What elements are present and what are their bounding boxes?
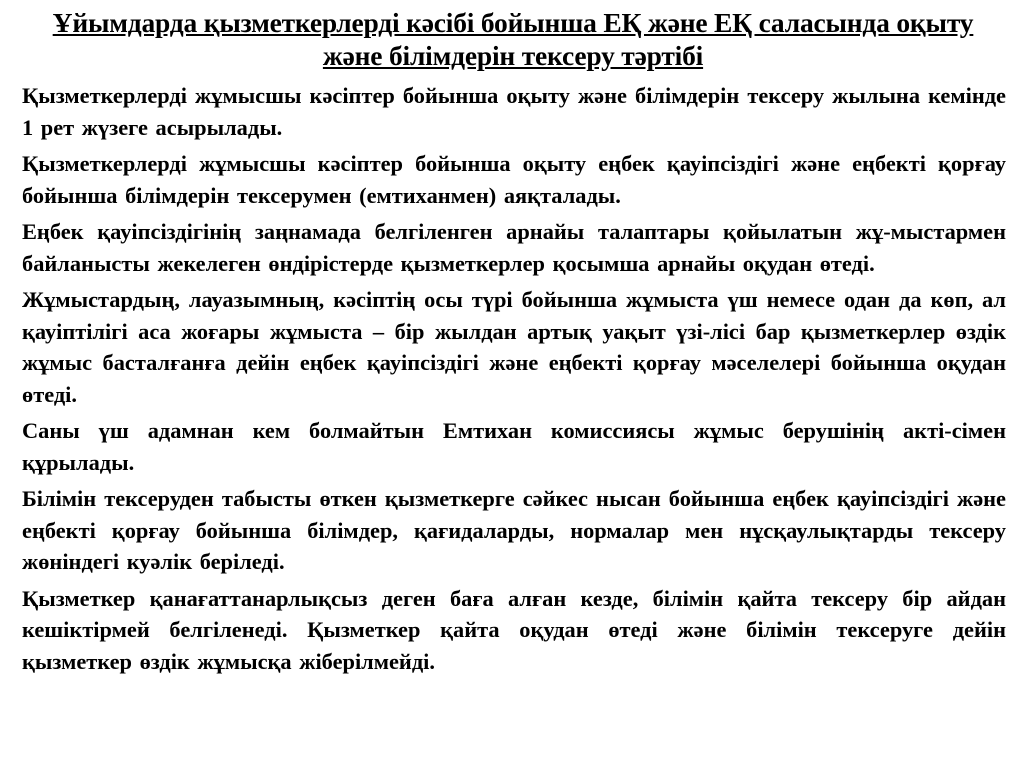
paragraph-special-training: Еңбек қауіпсіздігінің заңнамада белгіленген арнайы талаптары қойылатын жұ-мыстармен байланысты жекелеген өндірістерде қызметкерлер қосымша арнайы оқудан өтеді. xyxy=(22,219,1006,276)
paragraph-break-retraining: Жұмыстардың, лауазымның, кәсіптің осы түрі бойынша жұмыста үш немесе одан да көп, ал қауіптілігі аса жоғары жұмыста – бір жылдан артық уақыт үзі-лісі бар қызметкерлер өздік жұмыс басталғанға дейін еңбек қауіпсіздігі және еңбекті қорғау мәселелері бойынша оқудан өтеді. xyxy=(22,287,1006,407)
paragraph-retest: Қызметкер қанағаттанарлықсыз деген баға алған кезде, білімін қайта тексеру бір айдан кешіктірмей белгіленеді. Қызметкер қайта оқудан өтеді және білімін тексеруге дейін қызметкер өздік жұмысқа жіберілмейді. xyxy=(22,585,1006,674)
slide-title-line-1: Ұйымдарда қызметкерлерді кәсібі бойынша ЕҚ және ЕҚ саласында оқыту xyxy=(52,7,974,38)
paragraph-annual-training: Қызметкерлерді жұмысшы кәсіптер бойынша оқыту және білімдерін тексеру жылына кемінде 1 рет жүзеге асырылады. xyxy=(22,83,1006,140)
paragraph-exam-completion: Қызметкерлерді жұмысшы кәсіптер бойынша оқыту еңбек қауіпсіздігі және еңбекті қорғау бойынша білімдерін тексерумен (емтиханмен) аяқталады. xyxy=(22,151,1006,208)
slide-body xyxy=(22,80,1006,682)
paragraph-exam-commission: Саны үш адамнан кем болмайтын Емтихан комиссиясы жұмыс берушінің акті-сімен құрылады. xyxy=(22,418,1006,475)
slide-title xyxy=(18,6,1008,72)
slide-title-line-2: және білімдерін тексеру тәртібі xyxy=(322,40,704,71)
paragraph-certificate: Білімін тексеруден табысты өткен қызметкерге сәйкес нысан бойынша еңбек қауіпсіздігі және еңбекті қорғау бойынша білімдер, қағидаларды, нормалар мен нұсқаулықтарды тексеру жөніндегі куәлік беріледі. xyxy=(22,486,1006,574)
